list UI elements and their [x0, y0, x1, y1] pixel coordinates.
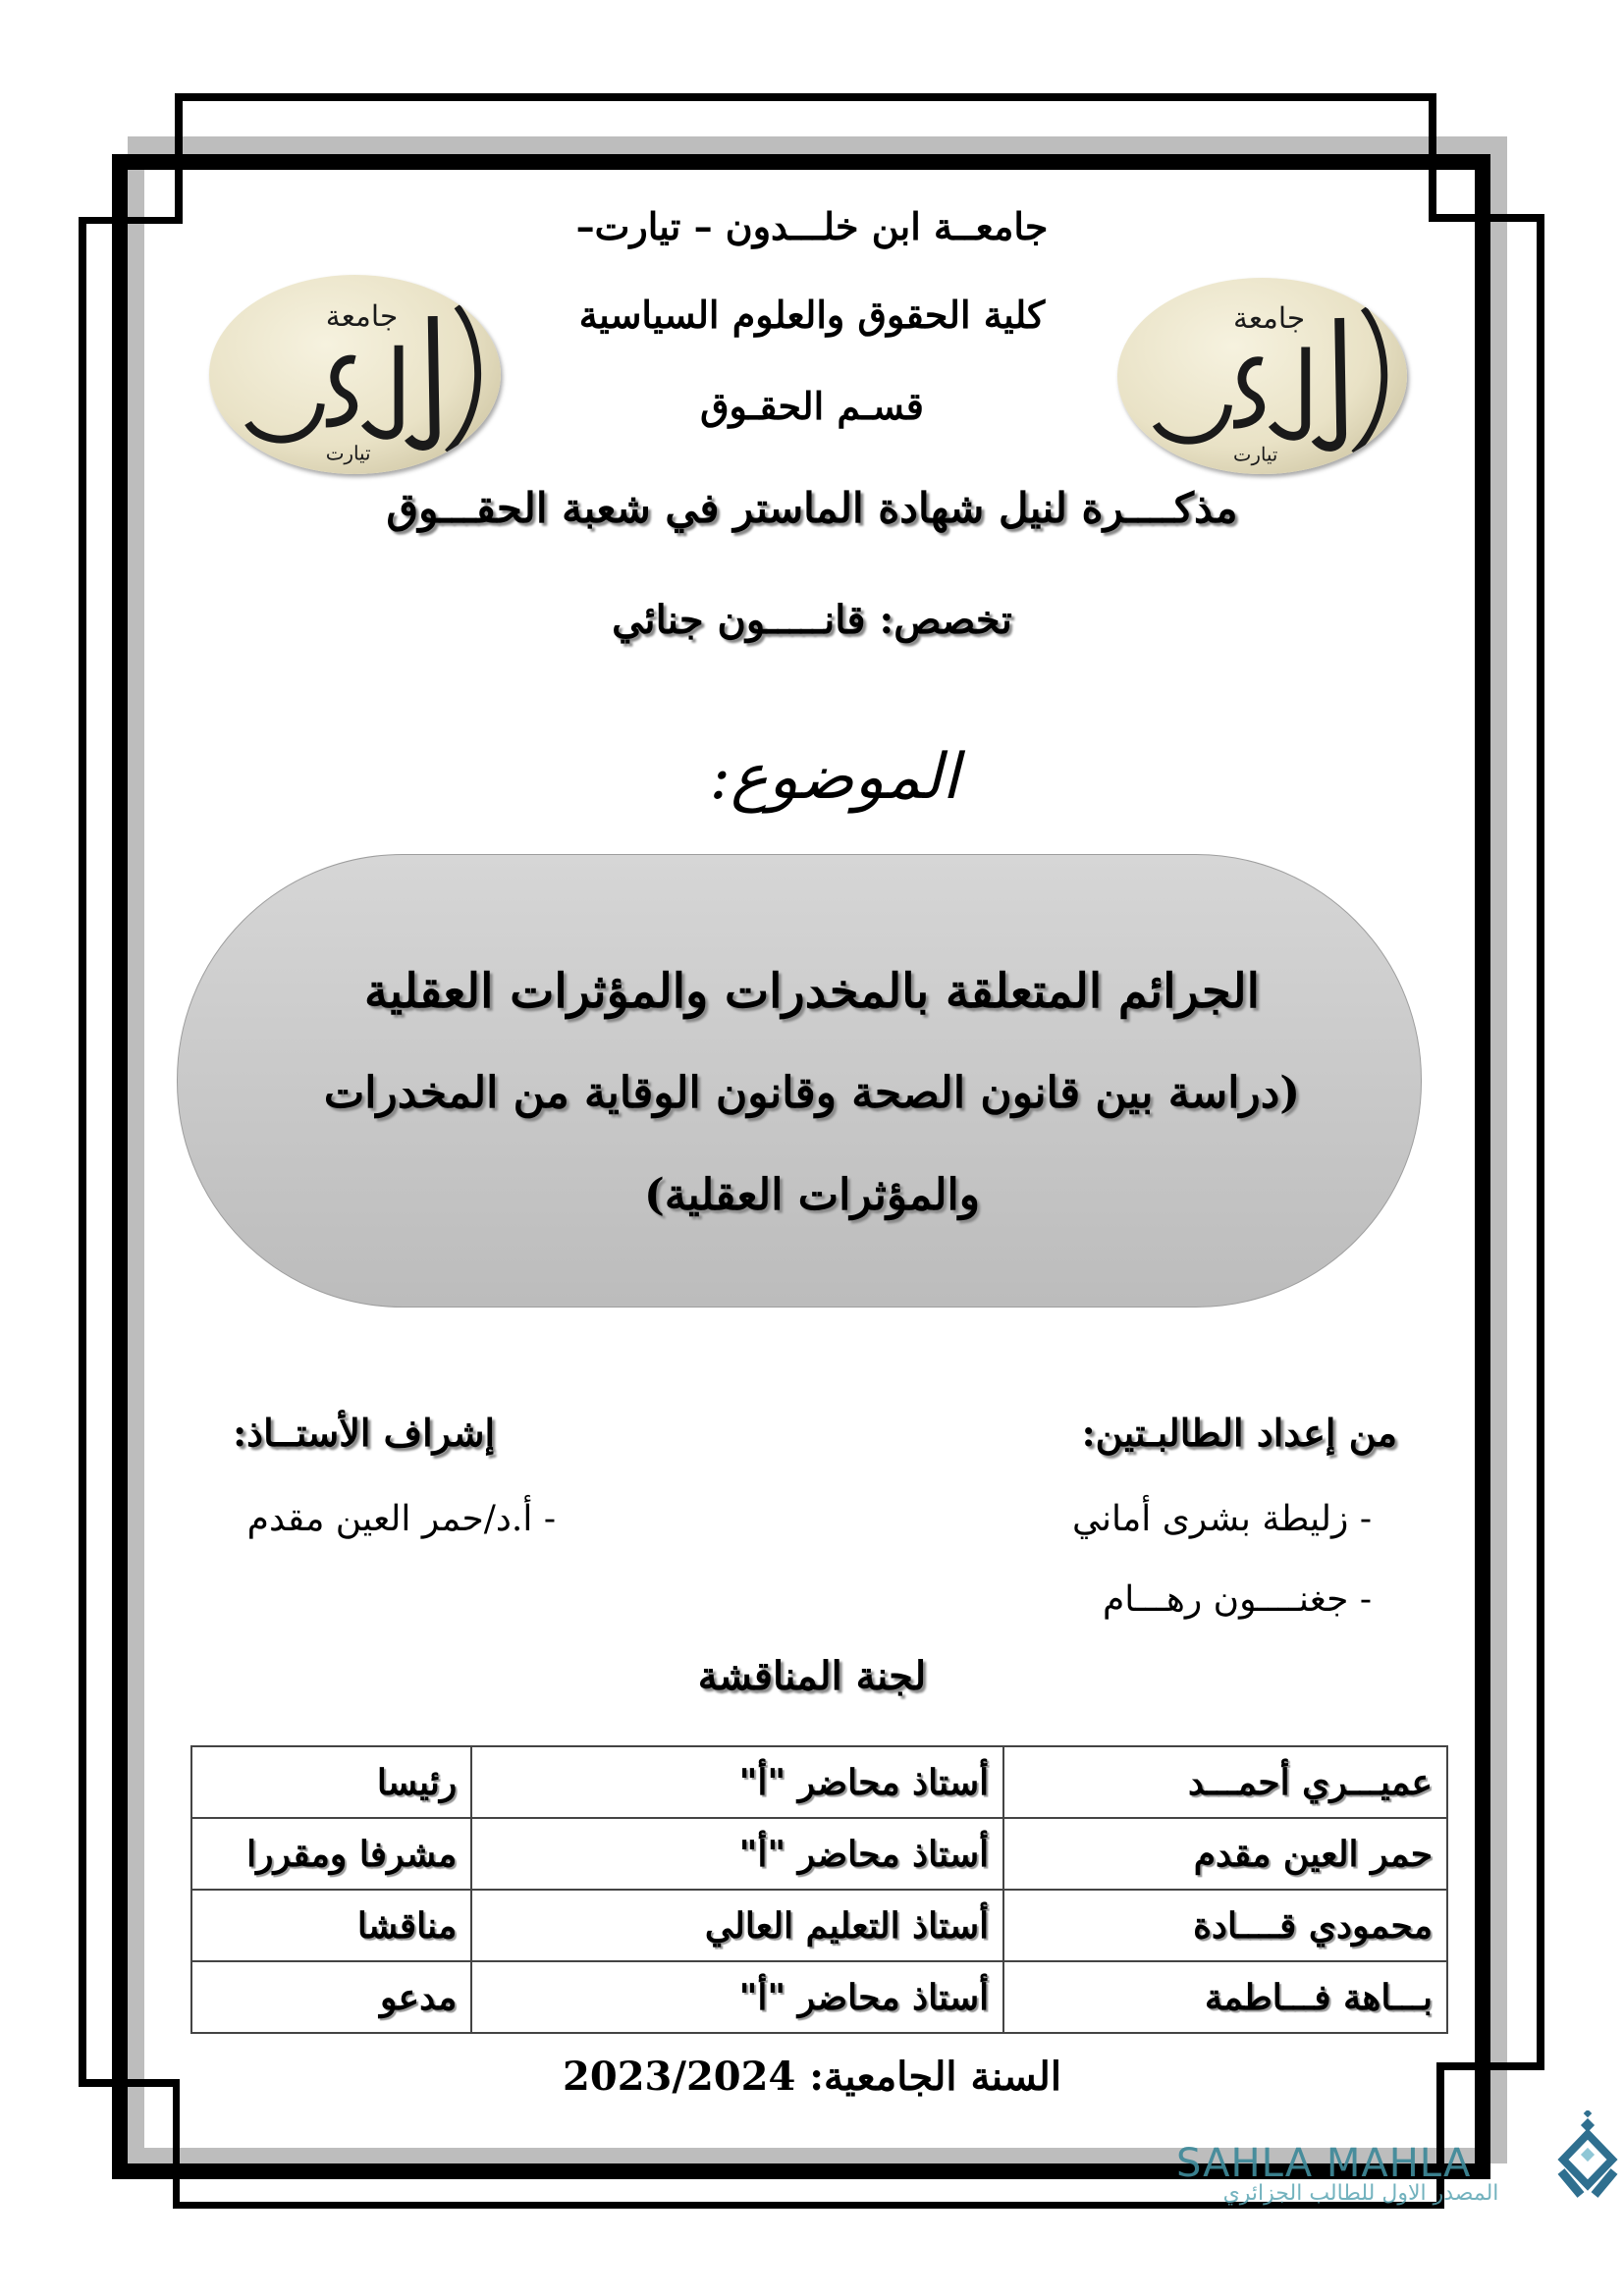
jury-member-role: مناقشا	[191, 1890, 471, 1961]
jury-member-title: أستاذ محاضر "أ"	[471, 1746, 1003, 1818]
subject-title-line1: الجرائم المتعلقة بالمخدرات والمؤثرات العقلية	[364, 964, 1260, 1019]
frame-shadow-right	[1490, 136, 1507, 2163]
frame-shadow-left	[128, 136, 144, 2163]
jury-member-name: محمودي قــــادة	[1003, 1890, 1447, 1961]
watermark-brand: SAHLA MAHLA	[1176, 2141, 1472, 2186]
jury-member-name: بـــاهة فـــاطمة	[1003, 1961, 1447, 2033]
svg-text:تيارت: تيارت	[1233, 443, 1278, 466]
watermark-tagline: المصدر الاول للطالب الجزائري	[1222, 2181, 1499, 2206]
supervisor-name: - أ.د/حمر العين مقدم	[246, 1499, 556, 1539]
supervisor-label: إشراف الأستــاذ:	[233, 1411, 495, 1455]
thesis-purpose: مذكــــرة لنيل شهادة الماستر في شعبة الحقـــوق	[386, 484, 1238, 532]
university-name: جامعــة ابن خلـــدون – تيارت–	[575, 204, 1049, 248]
jury-heading: لجنة المناقشة	[697, 1653, 927, 1699]
frame-shadow-top	[128, 136, 1507, 154]
svg-text:تيارت: تيارت	[325, 442, 371, 465]
jury-member-name: عميـــري أحمـــد	[1003, 1746, 1447, 1818]
department-name: قسـم الحقـوق	[700, 384, 924, 428]
frame-thick-top	[112, 154, 1490, 170]
frame-thin-top-left-drop	[175, 93, 183, 224]
jury-member-title: أستاذ التعليم العالي	[471, 1890, 1003, 1961]
students-label: من إعداد الطالبـتين:	[1081, 1411, 1397, 1455]
frame-thin-bottom-left-drop	[173, 2079, 180, 2209]
jury-member-title: أستاذ محاضر "أ"	[471, 1961, 1003, 2033]
table-row	[191, 1746, 1447, 1818]
frame-thick-left	[112, 154, 128, 2179]
frame-thin-top	[175, 93, 1436, 101]
jury-member-role: مدعو	[191, 1961, 471, 2033]
table-row	[191, 1818, 1447, 1890]
academic-year: السنة الجامعية: 2023/2024	[563, 2054, 1061, 2100]
subject-label: الموضوع:	[709, 741, 959, 814]
svg-text:جامعة: جامعة	[1233, 300, 1306, 335]
jury-member-title: أستاذ محاضر "أ"	[471, 1818, 1003, 1890]
sahla-mahla-logo-icon	[1553, 2110, 1622, 2201]
jury-table	[190, 1745, 1448, 2034]
table-row	[191, 1961, 1447, 2033]
jury-member-role: رئيسا	[191, 1746, 471, 1818]
jury-member-role: مشرفا ومقررا	[191, 1818, 471, 1890]
svg-text:جامعة: جامعة	[325, 299, 399, 334]
student-name-2: - جغنــــون رهـــام	[1102, 1579, 1372, 1620]
frame-thick-right	[1475, 154, 1490, 2179]
subject-title-line3: والمؤثرات العقلية)	[644, 1170, 980, 1220]
specialization: تخصص: قانـــــون جنائي	[612, 597, 1012, 643]
jury-member-name: حمر العين مقدم	[1003, 1818, 1447, 1890]
frame-thin-top-right-drop	[1429, 93, 1436, 222]
table-row	[191, 1890, 1447, 1961]
subject-title-line2: (دراسة بين قانون الصحة وقانون الوقاية من المخدرات	[323, 1068, 1301, 1118]
student-name-1: - زليطة بشرى أماني	[1072, 1499, 1372, 1539]
faculty-name: كلية الحقوق والعلوم السياسية	[578, 293, 1046, 337]
